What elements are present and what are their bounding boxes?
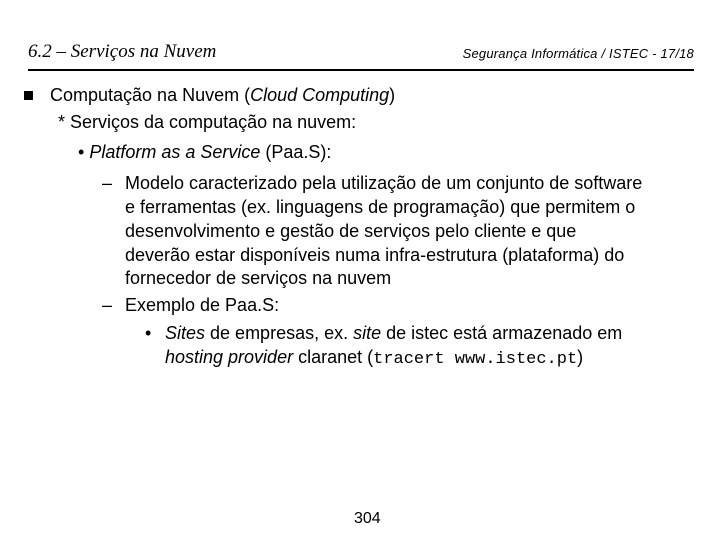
l6-h: ) — [577, 347, 584, 367]
bullet-dot-icon: • — [145, 323, 152, 343]
l1-text-b: Cloud Computing — [250, 85, 390, 105]
bullet-level1 — [50, 83, 395, 107]
l5-text: Exemplo de Paa.S: — [125, 295, 280, 315]
tracert-command: tracert www.istec.pt — [373, 350, 578, 369]
l1-text-a: Computação na Nuvem ( — [50, 85, 251, 105]
slide-course-info: Segurança Informática / ISTEC - 17/18 — [462, 46, 694, 61]
l3-text-a: Platform as a Service — [89, 142, 261, 162]
l4-line-4: deverão estar disponíveis numa infra-estrutura (plataforma) do — [125, 245, 625, 265]
header-divider — [28, 69, 694, 71]
bullet-level3 — [78, 140, 331, 164]
l4-line-2: e ferramentas (ex. linguagens de programação) que permitem o — [125, 197, 636, 217]
l6-b: de empresas, ex. — [205, 323, 354, 343]
dash-icon: – — [102, 173, 113, 193]
l6-d: de istec está armazenado em — [381, 323, 623, 343]
l6-c: site — [353, 323, 382, 343]
bullet-level2: * Serviços da computação na nuvem: — [58, 112, 357, 132]
l4-line-3: desenvolvimento e gestão de serviços pelo cliente e que — [125, 221, 577, 241]
slide-title: 6.2 – Serviços na Nuvem — [28, 41, 217, 62]
page-number: 304 — [354, 510, 381, 527]
l6-f: claranet ( — [293, 347, 374, 367]
l4-line-1: Modelo caracterizado pela utilização de um conjunto de software — [125, 173, 643, 193]
bullet-dot-icon: • — [78, 142, 85, 162]
l6-line-2 — [165, 345, 583, 372]
dash-icon: – — [102, 295, 113, 315]
l4-line-5: fornecedor de serviços na nuvem — [125, 268, 392, 288]
l6-e: hosting provider — [165, 347, 294, 367]
l1-text-c: ) — [389, 85, 396, 105]
l3-text-b: (Paa.S): — [260, 142, 332, 162]
square-bullet-icon — [24, 91, 33, 100]
l6-a: Sites — [165, 323, 206, 343]
l6-line-1 — [165, 321, 622, 345]
